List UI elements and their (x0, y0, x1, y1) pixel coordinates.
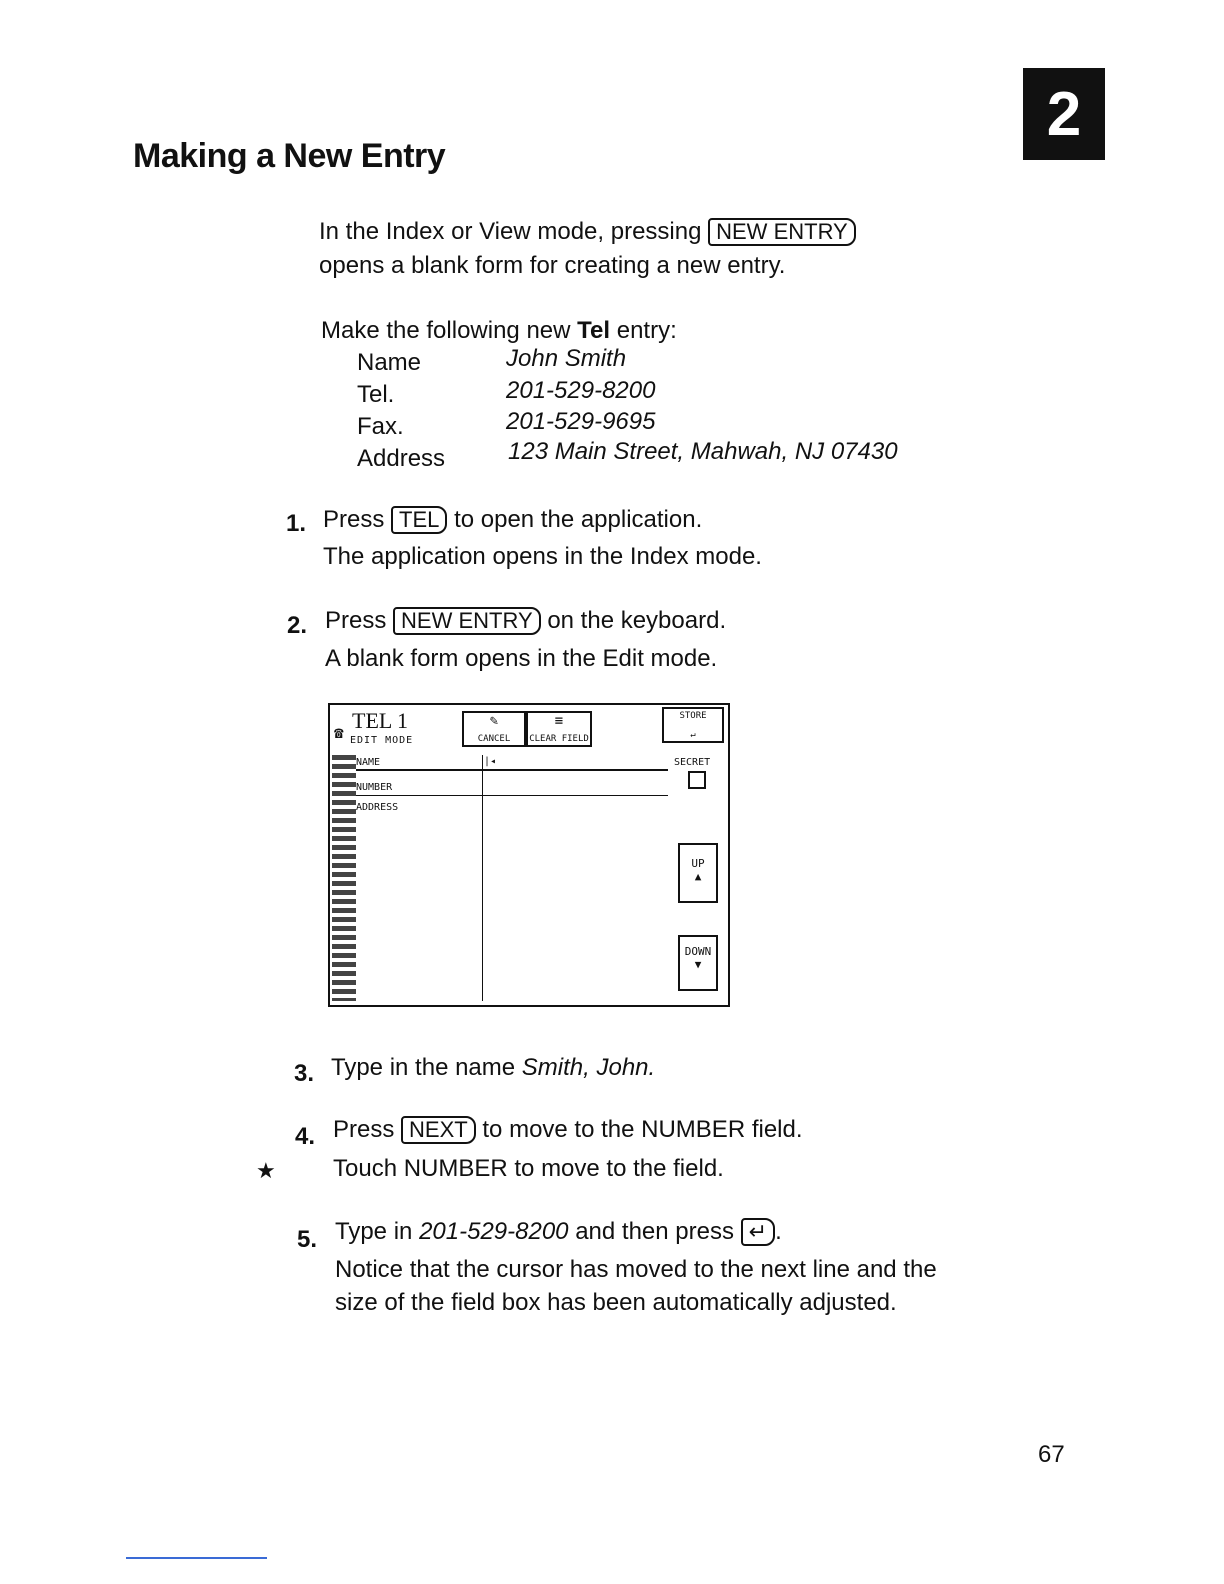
example-label: Address (357, 445, 446, 472)
example-label: Fax. (357, 413, 404, 440)
page-title: Making a New Entry (133, 137, 446, 175)
field-label-number[interactable]: NUMBER (356, 782, 393, 793)
secret-checkbox[interactable] (688, 771, 706, 789)
screen-title: TEL 1 (352, 708, 408, 733)
new-entry-key: NEW ENTRY (393, 607, 541, 635)
up-label: UP (691, 857, 705, 870)
footer-rule (126, 1557, 267, 1559)
example-label: Name (357, 349, 422, 376)
tel-key: TEL (391, 506, 447, 534)
step-2-note: A blank form opens in the Edit mode. (325, 645, 718, 672)
touch-pen-icon: ★ (256, 1158, 276, 1183)
intro-text: In the Index or View mode, pressing (319, 218, 702, 245)
step-text: and then press (575, 1218, 734, 1245)
step-number: 5. (297, 1226, 318, 1253)
step-text: Press (325, 607, 387, 634)
step-text: Type in (335, 1218, 413, 1245)
screen-mode: EDIT MODE (350, 735, 414, 746)
text-cursor: |◂ (484, 756, 497, 767)
field-label-name[interactable]: NAME (356, 757, 381, 768)
step-text: on the keyboard. (547, 607, 727, 634)
step-4-alt: Touch NUMBER to move to the field. (333, 1155, 724, 1182)
clear-field-button[interactable] (526, 711, 592, 747)
step-number: 3. (294, 1060, 315, 1087)
cancel-button[interactable] (462, 711, 526, 747)
store-button[interactable] (662, 707, 724, 743)
example-lead (321, 317, 677, 345)
device-screen (328, 703, 730, 1007)
store-label: STORE (679, 711, 707, 721)
down-arrow-icon: ▼ (694, 958, 702, 971)
example-value: 123 Main Street, Mahwah, NJ 07430 (508, 438, 898, 465)
column-divider (482, 755, 483, 1001)
field-underline (356, 769, 668, 771)
entry-form (356, 755, 668, 1001)
step-5-text (335, 1218, 782, 1246)
down-label: DOWN (684, 945, 712, 958)
new-entry-key: NEW ENTRY (708, 218, 856, 246)
enter-key: ↵ (741, 1218, 775, 1246)
enter-icon: ↵ (690, 730, 696, 740)
clear-field-icon: ≡ (554, 713, 564, 729)
step-value: 201-529-8200 (419, 1218, 569, 1245)
step-5-note-1: Notice that the cursor has moved to the next line and the (335, 1256, 937, 1283)
down-button[interactable] (678, 935, 718, 991)
step-2-text (325, 607, 726, 635)
next-key: NEXT (401, 1116, 476, 1144)
intro-line-2: opens a blank form for creating a new entry. (319, 252, 786, 279)
step-3-text (331, 1054, 655, 1082)
step-number: 1. (286, 510, 307, 537)
example-lead-bold: Tel (577, 317, 611, 344)
clear-field-label: CLEAR FIELD (529, 734, 589, 744)
up-arrow-icon: ▲ (694, 870, 702, 883)
step-5-note-2: size of the field box has been automatically adjusted. (335, 1289, 897, 1316)
step-text: to move to the NUMBER field. (482, 1116, 803, 1143)
cancel-label: CANCEL (477, 734, 511, 744)
field-underline (356, 795, 668, 796)
example-value: 201-529-9695 (506, 408, 656, 435)
step-4-text (333, 1116, 803, 1144)
step-text: Press (333, 1116, 395, 1143)
step-text: Type in the name (331, 1054, 516, 1081)
step-1-note: The application opens in the Index mode. (323, 543, 762, 570)
field-label-address[interactable]: ADDRESS (356, 802, 399, 813)
example-value: 201-529-8200 (506, 377, 656, 404)
step-number: 2. (287, 612, 308, 639)
screen-sidebar (668, 755, 726, 1005)
page-number: 67 (1038, 1441, 1065, 1468)
example-label: Tel. (357, 381, 395, 408)
telephone-icon: ☎ (334, 723, 344, 742)
step-text: to open the application. (454, 506, 703, 533)
intro-line-1 (319, 218, 856, 246)
example-lead-pre: Make the following new (321, 317, 571, 344)
step-value: Smith, John. (521, 1054, 656, 1081)
step-text: . (775, 1218, 782, 1245)
example-lead-post: entry: (616, 317, 677, 344)
cancel-icon: ✎ (489, 713, 499, 729)
example-value: John Smith (506, 345, 627, 372)
secret-label: SECRET (674, 757, 711, 768)
spiral-binding (332, 755, 356, 1001)
step-1-text (323, 506, 702, 534)
step-number: 4. (295, 1123, 316, 1150)
step-text: Press (323, 506, 385, 533)
chapter-number-tab: 2 (1023, 68, 1105, 160)
screen-header (330, 705, 728, 751)
up-button[interactable] (678, 843, 718, 903)
